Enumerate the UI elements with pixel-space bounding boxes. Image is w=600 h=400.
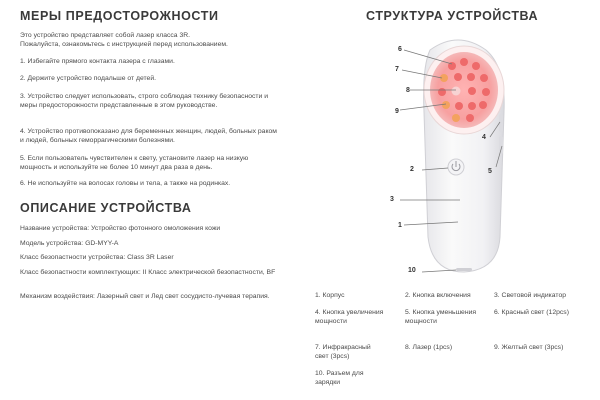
precaution-item: 5. Если пользователь чувствителен к свету, установите лазер на низкую мощность и используйте не более 10 минут два раза в день.	[20, 155, 249, 172]
led-red	[466, 114, 474, 122]
precautions-intro-line2: Пожалуйста, ознакомьтесь с инструкцией перед использованием.	[20, 41, 228, 48]
charging-port	[456, 268, 472, 271]
legend-item: 9. Желтый свет (3pcs)	[494, 344, 564, 351]
legend-item: 2. Кнопка включения	[405, 292, 471, 299]
legend-item: 8. Лазер (1pcs)	[405, 344, 453, 351]
callout-8: 8	[406, 87, 410, 94]
callout-4: 4	[482, 134, 486, 141]
precaution-item: 2. Держите устройство подальше от детей.	[20, 75, 157, 82]
legend-item: 10. Разъем для зарядки	[315, 370, 364, 386]
led-red	[467, 73, 475, 81]
description-line: Класс безопастности комплектующих: II Класс электрической безопастности, BF	[20, 269, 276, 276]
legend-item: 6. Красный свет (12pcs)	[494, 309, 569, 316]
led-red	[460, 58, 468, 66]
callout-10: 10	[408, 267, 416, 274]
precaution-item: 1. Избегайте прямого контакта лазера с глазами.	[20, 58, 175, 65]
description-line: Модель устройства: GD-MYY-A	[20, 240, 119, 247]
callout-9: 9	[395, 108, 399, 115]
led-red	[472, 62, 480, 70]
led-red	[454, 73, 462, 81]
led-red	[468, 87, 476, 95]
led-red	[455, 102, 463, 110]
description-line: Класс безопастности устройства: Class 3R Laser	[20, 254, 174, 261]
callout-3: 3	[390, 196, 394, 203]
led-yellow	[442, 101, 450, 109]
led-red	[468, 102, 476, 110]
legend-item: 4. Кнопка увеличения мощности	[315, 309, 384, 325]
precaution-item: 3. Устройство следует использовать, строго соблюдая технику безопасности и меры предосторожности представленные в этом руководстве.	[20, 93, 269, 110]
callout-7: 7	[395, 66, 399, 73]
description-title: ОПИСАНИЕ УСТРОЙСТВА	[20, 201, 192, 215]
callout-6: 6	[398, 46, 402, 53]
led-red	[480, 74, 488, 82]
precautions-intro-line1: Это устройство представляет собой лазер класса 3R.	[20, 32, 191, 39]
description-line: Название устройства: Устройство фотонного омоложения кожи	[20, 225, 221, 232]
led-red	[479, 101, 487, 109]
led-laser	[452, 87, 461, 96]
legend-item: 3. Световой индикатор	[494, 292, 567, 299]
callout-2: 2	[410, 166, 414, 173]
callout-5: 5	[488, 168, 492, 175]
legend-item: 1. Корпус	[315, 292, 345, 299]
description-line: Механизм воздействия: Лазерный свет и Лед свет сосудисто-лучевая терапия.	[20, 293, 270, 300]
led-yellow	[452, 114, 460, 122]
precaution-item: 6. Не используйте на волосах головы и тела, а также на родинках.	[20, 180, 231, 187]
legend-item: 5. Кнопка уменьшения мощности	[405, 309, 477, 325]
legend-item: 7. Инфракрасный свет (3pcs)	[315, 344, 371, 360]
precaution-item: 4. Устройство противопоказано для беременных женщин, людей, больных раком и людей, больных геморрагическими болезнями.	[20, 128, 277, 145]
precautions-title: МЕРЫ ПРЕДОСТОРОЖНОСТИ	[20, 9, 219, 23]
callout-1: 1	[398, 222, 402, 229]
led-red	[482, 88, 490, 96]
device-diagram	[360, 22, 540, 282]
led-red	[438, 88, 446, 96]
power-down-button	[499, 136, 503, 154]
structure-title: СТРУКТУРА УСТРОЙСТВА	[366, 9, 539, 23]
